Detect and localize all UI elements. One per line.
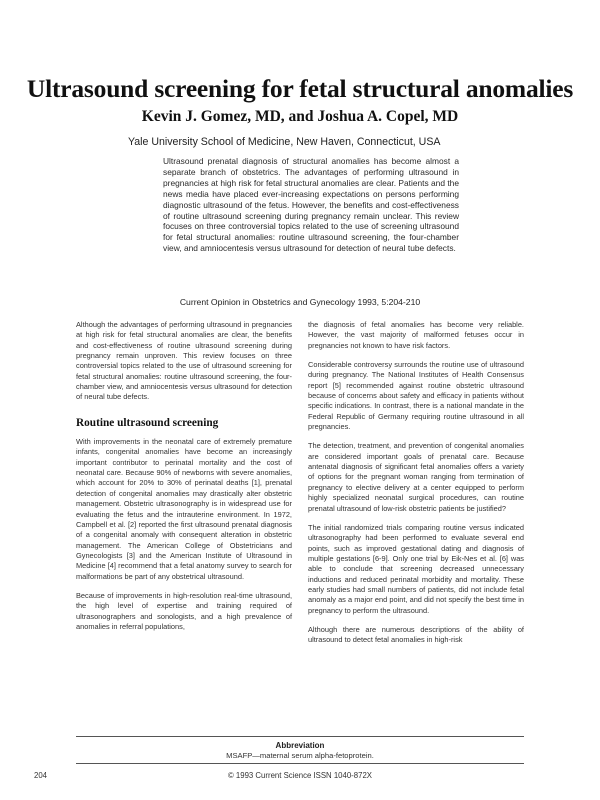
footnote-rule-bottom [76, 763, 524, 764]
copyright-line: © 1993 Current Science ISSN 1040-872X [227, 771, 372, 780]
abstract: Ultrasound prenatal diagnosis of structural anomalies has become almost a separate branch of obstetrics. The advantages of performing ultrasound in pregnancies at high risk for fetal structural anomalies are clear. Patients and the news media have placed ever-increasing expectations on persons performing diagnostic ultrasound of the fetus. However, the benefits and cost-effectiveness of routine ultrasound screening during pregnancy remain unclear. This review focuses on three controversial topics related to the use of screening ultrasound for fetal structural anomalies: routine ultrasound screening, the four-chamber view, and amniocentesis versus ultrasound for detection of neural tube defects. [163, 156, 459, 254]
author-list: Kevin J. Gomez, MD, and Joshua A. Copel, MD [141, 108, 459, 125]
body-paragraph: The detection, treatment, and prevention of congenital anomalies are considered important goals of prenatal care. Because antenatal diagnosis of significant fetal anomalies offers a variety of options for the pregnant woman ranging from termination of pregnancy to elective delivery at a center equipped to perform highly specialized neonatal surgical procedures, can routine prenatal ultrasound of low-risk obstetric patients be justified? [308, 441, 524, 513]
journal-citation: Current Opinion in Obstetrics and Gynecology 1993, 5:204-210 [179, 297, 421, 307]
footnote-rule-top [76, 736, 524, 737]
body-paragraph: the diagnosis of fetal anomalies has become very reliable. However, the vast majority of malformed fetuses occur in pregnancies not known to have risk factors. [308, 320, 524, 350]
body-paragraph: With improvements in the neonatal care of extremely premature infants, congenital anomalies have become an increasingly important contributor to perinatal mortality and the cost of neonatal care. Because 90% of newborns with severe anomalies, which account for 20% to 30% of perinatal deaths [1], prenatal detection of congenital anomalies may drastically alter obstetric management. Obstetric ultrasonography is in widespread use for evaluating the fetus and the intrauterine environment. In 1972, Campbell et al. [2] reported the first ultrasound prenatal diagnosis of a congenital anomaly with consequent alteration in obstetric management. The American College of Obstetricians and Gynecologists [3] and the American Institute of Ultrasound in Medicine [4] recommend that a fetal anatomy survey to search for malformations be part of any obstetrical ultrasound. [76, 437, 292, 581]
abbreviation-text: MSAFP—maternal serum alpha-fetoprotein. [226, 751, 374, 760]
body-paragraph: Considerable controversy surrounds the routine use of ultrasound during pregnancy. The National Institutes of Health Consensus report [5] recommended against routine obstetric ultrasound because of concerns about safety and efficacy in patients without specific indications. In contrast, there is a national mandate in the Federal Republic of Germany requiring routine ultrasound in all pregnancies. [308, 360, 524, 432]
section-heading: Routine ultrasound screening [76, 416, 219, 429]
body-paragraph: The initial randomized trials comparing routine versus indicated ultrasonography had been performed to evaluate several end points, such as improved gestational dating and diagnosis of multiple gestations [6-9]. Only one trial by Eik-Nes et al. [6] was able to conclude that screening decreased unnecessary inductions and reduced perinatal morbidity and mortality. These early studies had small numbers of patients, did not include fetal anomaly as a major end point, and did not specify the best time in pregnancy to perform the ultrasound. [308, 522, 524, 615]
body-paragraph: Although there are numerous descriptions of the ability of ultrasound to detect fetal anomalies in high-risk [308, 624, 524, 645]
intro-paragraph: Although the advantages of performing ultrasound in pregnancies at high risk for fetal structural anomalies are clear, the benefits and cost-effectiveness of routine ultrasound screening during pregnancy remain unproven. This review focuses on three controversial topics related to the use of ultrasound screening for fetal structural anomalies: routine ultrasound screening, the four-chamber view, and amniocentesis versus ultrasound for detection of neural tube defects. [76, 320, 292, 402]
abbreviation-heading: Abbreviation [275, 741, 325, 750]
right-column [308, 320, 524, 655]
affiliation: Yale University School of Medicine, New Haven, Connecticut, USA [128, 136, 441, 148]
body-paragraph: Because of improvements in high-resolution real-time ultrasound, the high level of expertise and training required of ultrasonographers and sonologists, and a high prevalence of anomalies in referral populations, [76, 590, 292, 631]
page-number: 204 [34, 771, 48, 780]
left-column [76, 320, 292, 641]
article-title: Ultrasound screening for fetal structural anomalies [26, 74, 574, 103]
